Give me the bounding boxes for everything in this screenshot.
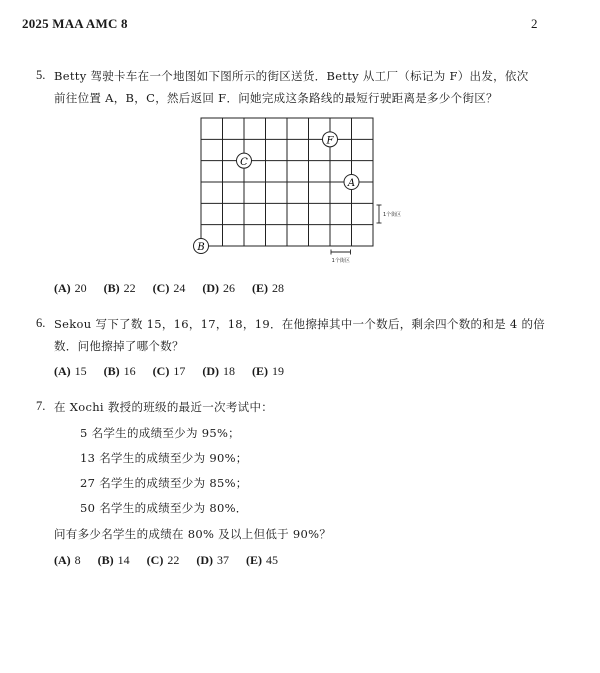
- street-map-figure: [190, 112, 420, 267]
- condition-item: 27 名学生的成绩至少为 85%；: [80, 476, 248, 490]
- choice-c[interactable]: (C) 22: [146, 553, 180, 567]
- marker-c: [237, 153, 252, 168]
- choice-a[interactable]: (A) 15: [54, 364, 87, 378]
- choice-d[interactable]: (D) 37: [196, 553, 230, 567]
- choice-e[interactable]: (E) 19: [252, 364, 285, 378]
- question-text-line: Betty 驾驶卡车在一个地图如下图所示的街区送货．Betty 从工厂（标记为 F）出发，依次: [54, 69, 529, 83]
- marker-label: C: [240, 156, 248, 168]
- answer-choices: [54, 364, 298, 379]
- choice-c[interactable]: (C) 17: [152, 364, 186, 378]
- answer-choices: [54, 281, 298, 296]
- condition-item: 50 名学生的成绩至少为 80%．: [80, 501, 248, 515]
- question-number: 6.: [36, 316, 46, 330]
- choice-a[interactable]: (A) 8: [54, 553, 81, 567]
- marker-label: B: [197, 242, 205, 254]
- vertical-scale-indicator: [377, 205, 382, 223]
- condition-item: 13 名学生的成绩至少为 90%；: [80, 451, 248, 465]
- question-text-line: 在 Xochi 教授的班级的最近一次考试中：: [54, 400, 274, 414]
- answer-choices: [54, 553, 292, 568]
- question-prompt: 问有多少名学生的成绩在 80% 及以上但低于 90%？: [54, 527, 332, 541]
- marker-label: F: [326, 135, 334, 147]
- choice-d[interactable]: (D) 18: [202, 364, 236, 378]
- choice-c[interactable]: (C) 24: [152, 281, 186, 295]
- marker-a: [344, 175, 359, 190]
- question-text-line: Sekou 写下了数 15，16，17，18，19．在他擦掉其中一个数后，剩余四个数的和是 4 的倍: [54, 317, 546, 331]
- vertical-scale-label: 1个街区: [383, 212, 402, 218]
- condition-item: 5 名学生的成绩至少为 95%；: [80, 426, 240, 440]
- marker-b: [194, 239, 209, 254]
- exam-title: 2025 MAA AMC 8: [22, 16, 128, 31]
- choice-b[interactable]: (B) 14: [97, 553, 130, 567]
- choice-a[interactable]: (A) 20: [54, 281, 87, 295]
- choice-b[interactable]: (B) 16: [103, 364, 136, 378]
- marker-label: A: [347, 178, 356, 190]
- choice-e[interactable]: (E) 45: [246, 553, 279, 567]
- choice-d[interactable]: (D) 26: [202, 281, 236, 295]
- question-text-line: 数．问他擦掉了哪个数？: [54, 339, 184, 353]
- choice-e[interactable]: (E) 28: [252, 281, 285, 295]
- marker-f: [323, 132, 338, 147]
- question-number: 5.: [36, 68, 46, 82]
- page-number: 2: [531, 16, 538, 31]
- question-number: 7.: [36, 399, 46, 413]
- horizontal-scale-label: 1个街区: [331, 258, 350, 264]
- question-text-line: 前往位置 A，B，C，然后返回 F．问她完成这条路线的最短行驶距离是多少个街区？: [54, 91, 498, 105]
- horizontal-scale-indicator: [331, 250, 351, 255]
- choice-b[interactable]: (B) 22: [103, 281, 136, 295]
